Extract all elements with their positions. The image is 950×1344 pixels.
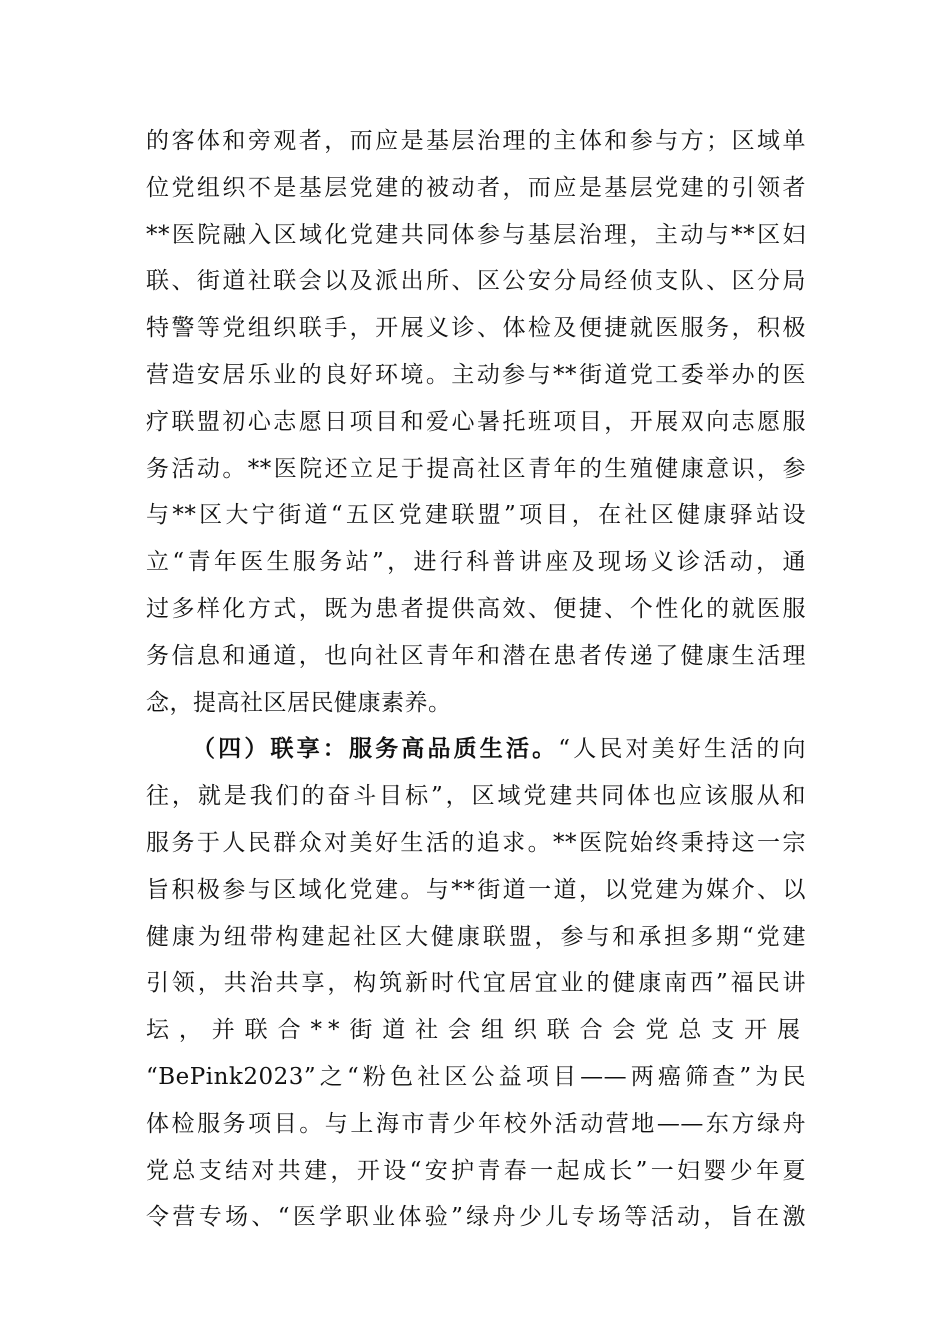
text-line: 位党组织不是基层党建的被动者，而应是基层党建的引领者 (146, 174, 806, 201)
text-line: 务活动。**医院还立足于提高社区青年的生殖健康意识，参 (146, 455, 806, 482)
text-line: 联、街道社联会以及派出所、区公安分局经侦支队、区分局 (146, 268, 806, 295)
text-line: 营造安居乐业的良好环境。主动参与**街道党工委举办的医 (146, 361, 806, 388)
text-line: 体检服务项目。与上海市青少年校外活动营地——东方绿舟 (146, 1110, 806, 1137)
section-heading-line (146, 726, 806, 773)
text-line: “BePink2023”之“粉色社区公益项目——两癌筛查”为民 (146, 1063, 806, 1090)
text-line: 服务于人民群众对美好生活的追求。**医院始终秉持这一宗 (146, 829, 806, 856)
text-line: 念，提高社区居民健康素养。 (146, 689, 452, 716)
text-line: 引领，共治共享，构筑新时代宜居宜业的健康南西”福民讲 (146, 970, 806, 997)
text-line: 健康为纽带构建起社区大健康联盟，参与和承担多期“党建 (146, 923, 806, 950)
text-line: **医院融入区域化党建共同体参与基层治理，主动与**区妇 (146, 221, 806, 248)
section-heading: （四）联享：服务高品质生活。 (192, 735, 559, 763)
text-line: 立“青年医生服务站”，进行科普讲座及现场义诊活动，通 (146, 549, 806, 576)
text-line: 疗联盟初心志愿日项目和爱心暑托班项目，开展双向志愿服 (146, 408, 806, 435)
text-line: 的客体和旁观者，而应是基层治理的主体和参与方；区域单 (146, 128, 806, 154)
text-line: 与**区大宁街道“五区党建联盟”项目，在社区健康驿站设 (146, 502, 806, 529)
text-line: 特警等党组织联手，开展义诊、体检及便捷就医服务，积极 (146, 315, 806, 342)
text-line: 旨积极参与区域化党建。与**街道一道，以党建为媒介、以 (146, 876, 806, 903)
text-line: 党总支结对共建，开设“安护青春一起成长”一妇婴少年夏 (146, 1157, 806, 1184)
paragraph-block-1 (146, 118, 806, 1241)
text-line: 往，就是我们的奋斗目标”，区域党建共同体也应该服从和 (146, 783, 806, 810)
text-line: 令营专场、“医学职业体验”绿舟少儿专场等活动，旨在激 (146, 1204, 806, 1231)
heading-line-rest: “人民对美好生活的向 (558, 736, 806, 763)
text-line: 过多样化方式，既为患者提供高效、便捷、个性化的就医服 (146, 595, 806, 622)
text-line: 务信息和通道，也向社区青年和潜在患者传递了健康生活理 (146, 642, 806, 669)
text-line: 坛，并联合**街道社会组织联合会党总支开展 (146, 1017, 806, 1044)
